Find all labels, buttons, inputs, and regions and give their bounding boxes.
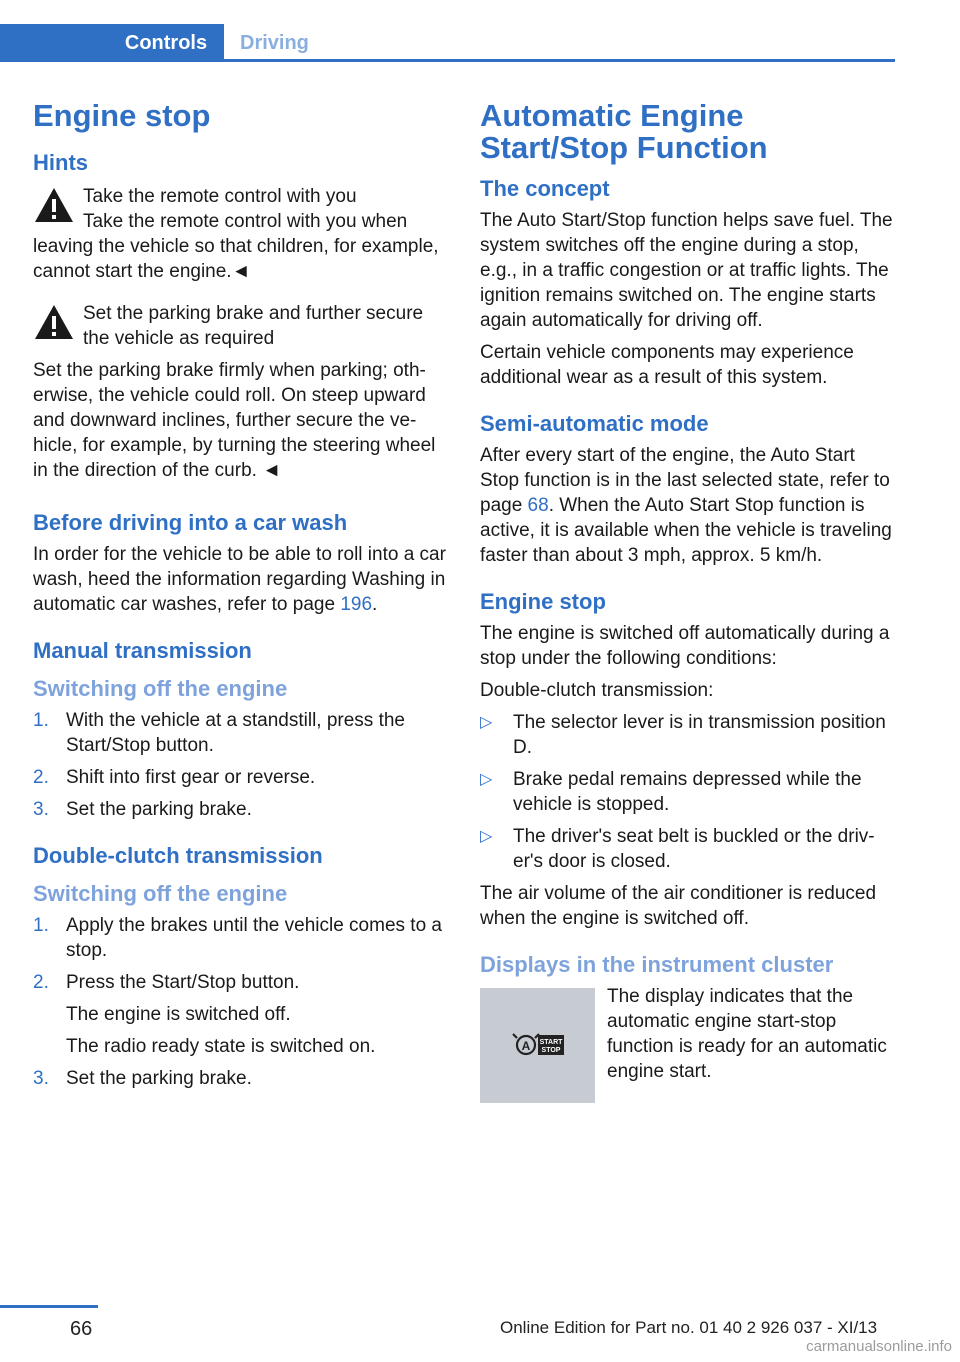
concept-text: The Auto Start/Stop function helps save fuel. The system switches off the engine during a stop, e.g., in a traffic congestion or at traffic lights. The ignition remains switched on. The engine starts again automatically for driving off. bbox=[480, 210, 893, 331]
list-item: 2. Press the Start/Stop button. bbox=[33, 972, 300, 993]
engine-stop-text: The engine is switched off automatically during a stop under the following conditions: bbox=[480, 623, 890, 669]
heading-displays: Displays in the instrument cluster bbox=[480, 952, 834, 977]
right-column bbox=[480, 100, 898, 1103]
engine-stop-text-3: The air volume of the air conditioner is reduced when the engine is switched off. bbox=[480, 883, 877, 929]
warning-body: Set the parking brake firmly when parking; otherwise, the vehicle could roll. On steep upward and downward inclines, further secure the vehicle, for example, by turning the steering wheel in the direction of the curb. ◄ bbox=[33, 360, 436, 481]
list-item: 3. Set the parking brake. bbox=[33, 1068, 252, 1089]
warning-triangle-icon bbox=[33, 186, 75, 224]
page-number: 66 bbox=[70, 1318, 93, 1340]
semi-automatic-text: After every start of the engine, the Auto Start Stop function is in the last selected state, refer to page 68. When the Auto Start Stop function is active, it is available when the vehicle is traveling faster than about 3 mph, approx. 5 km/h. bbox=[480, 445, 892, 566]
display-info bbox=[480, 984, 898, 1103]
list-item: ▷ The selector lever is in transmission position D. bbox=[480, 712, 886, 758]
tab-driving[interactable]: Driving bbox=[240, 31, 309, 54]
svg-text:STOP: STOP bbox=[541, 1047, 561, 1054]
bullet-triangle-icon: ▷ bbox=[480, 771, 493, 788]
warning-title: Set the parking brake and further secure the vehicle as required bbox=[83, 303, 424, 349]
list-item: ▷ The driver's seat belt is buckled or the driver's door is closed. bbox=[480, 826, 875, 872]
heading-car-wash: Before driving into a car wash bbox=[33, 510, 348, 535]
list-item: ▷ Brake pedal remains depressed while the vehicle is stopped. bbox=[480, 769, 862, 815]
engine-stop-text-2: Double-clutch transmission: bbox=[480, 680, 714, 701]
auto-start-stop-indicator-image bbox=[480, 988, 595, 1103]
concept-text-2: Certain vehicle components may experience additional wear as a result of this system. bbox=[480, 342, 854, 388]
svg-text:A: A bbox=[521, 1039, 531, 1053]
watermark: carmanualsonline.info bbox=[806, 1338, 952, 1355]
heading-manual-transmission: Manual transmission bbox=[33, 638, 252, 663]
display-description: The display indicates that the automatic engine start-stop function is ready for an automatic engine start. bbox=[607, 986, 887, 1082]
list-item: 1. Apply the brakes until the vehicle comes to a stop. bbox=[33, 915, 442, 961]
left-column bbox=[33, 100, 447, 1098]
warning-triangle-icon bbox=[33, 303, 75, 341]
subheading-switching-off: Switching off the engine bbox=[33, 881, 288, 906]
svg-text:START: START bbox=[539, 1039, 563, 1046]
subheading-switching-off: Switching off the engine bbox=[33, 676, 288, 701]
heading-hints: Hints bbox=[33, 150, 88, 175]
bullet-triangle-icon: ▷ bbox=[480, 714, 493, 731]
section-title-engine-stop: Engine stop bbox=[33, 98, 211, 133]
auto-start-stop-icon bbox=[480, 988, 595, 1103]
section-title-auto-start-stop: Automatic Engine Start/Stop Function bbox=[480, 98, 768, 165]
footer-rule bbox=[0, 1305, 98, 1308]
list-item: 3. Set the parking brake. bbox=[33, 799, 252, 820]
warning-remote-control bbox=[33, 184, 447, 209]
dct-steps bbox=[33, 913, 447, 1091]
warning-body: Take the remote control with you when leaving the vehicle so that children, for example, cannot start the engine.◄ bbox=[33, 211, 439, 282]
heading-engine-stop: Engine stop bbox=[480, 589, 606, 614]
list-item: 1. With the vehicle at a standstill, press the Start/Stop button. bbox=[33, 710, 405, 756]
car-wash-text: In order for the vehicle to be able to roll into a car wash, heed the information regarding Washing in automatic car washes, refer to page 196. bbox=[33, 544, 446, 615]
page-link[interactable]: 196 bbox=[340, 594, 373, 615]
edition-note: Online Edition for Part no. 01 40 2 926 037 - XI/13 bbox=[500, 1318, 878, 1337]
heading-double-clutch: Double-clutch transmission bbox=[33, 843, 323, 868]
chapter-tabs bbox=[0, 0, 895, 62]
list-item: 2. Shift into first gear or reverse. bbox=[33, 767, 316, 788]
warning-parking-brake bbox=[33, 301, 447, 351]
conditions-list bbox=[480, 710, 898, 874]
list-item-detail: The radio ready state is switched on. bbox=[66, 1036, 376, 1057]
heading-semi-automatic: Semi-automatic mode bbox=[480, 411, 709, 436]
bullet-triangle-icon: ▷ bbox=[480, 828, 493, 845]
tab-controls[interactable]: Controls bbox=[0, 24, 224, 62]
list-item-detail: The engine is switched off. bbox=[66, 1004, 291, 1025]
warning-title: Take the remote control with you bbox=[83, 186, 357, 207]
page-link[interactable]: 68 bbox=[527, 495, 549, 516]
heading-concept: The concept bbox=[480, 176, 610, 201]
manual-steps bbox=[33, 708, 447, 822]
